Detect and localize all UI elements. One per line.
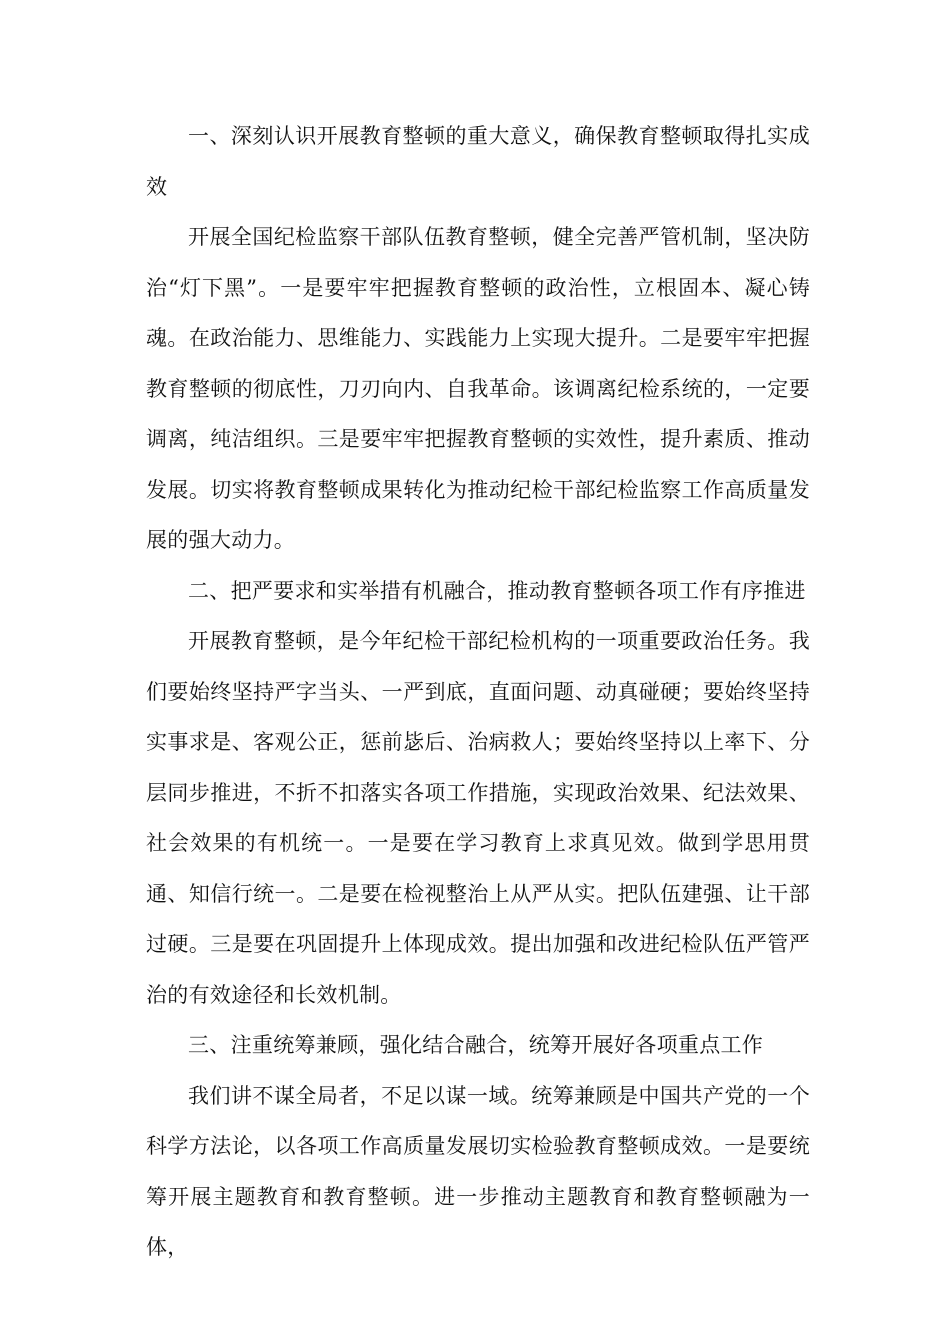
- section-heading-1: 一、深刻认识开展教育整顿的重大意义，确保教育整顿取得扎实成效: [146, 124, 810, 199]
- section-heading-2: 二、把严要求和实举措有机融合，推动教育整顿各项工作有序推进: [188, 578, 806, 603]
- section-heading-3: 三、注重统筹兼顾，强化结合融合，统筹开展好各项重点工作: [188, 1033, 764, 1057]
- body-paragraph-2: 开展教育整顿，是今年纪检干部纪检机构的一项重要政治任务。我们要始终坚持严字当头、一严到底，直面问题、动真碰硬；要始终坚持实事求是、客观公正，惩前毖后、治病救人；要始终坚持以上率下、分层同步推进，不折不扣落实各项工作措施，实现政治效果、纪法效果、社会效果的有机统一。一是要在学习教育上求真见效。做到学思用贯通、知信行统一。二是要在检视整治上从严从实。把队伍建强、让干部过硬。三是要在巩固提升上体现成效。提出加强和改进纪检队伍严管严治的有效途径和长效机制。: [146, 629, 810, 1007]
- body-paragraph-1: 开展全国纪检监察干部队伍教育整顿，健全完善严管机制，坚决防治“灯下黑”。一是要牢牢把握教育整顿的政治性，立根固本、凝心铸魂。在政治能力、思维能力、实践能力上实现大提升。二是要牢牢把握教育整顿的彻底性，刀刃向内、自我革命。该调离纪检系统的，一定要调离，纯洁组织。三是要牢牢把握教育整顿的实效性，提升素质、推动发展。切实将教育整顿成果转化为推动纪检干部纪检监察工作高质量发展的强大动力。: [146, 225, 810, 552]
- body-paragraph-3: 我们讲不谋全局者，不足以谋一域。统筹兼顾是中国共产党的一个科学方法论，以各项工作高质量发展切实检验教育整顿成效。一是要统筹开展主题教育和教育整顿。进一步推动主题教育和教育整顿融为一体，: [146, 1083, 810, 1259]
- document-page: [146, 111, 810, 1273]
